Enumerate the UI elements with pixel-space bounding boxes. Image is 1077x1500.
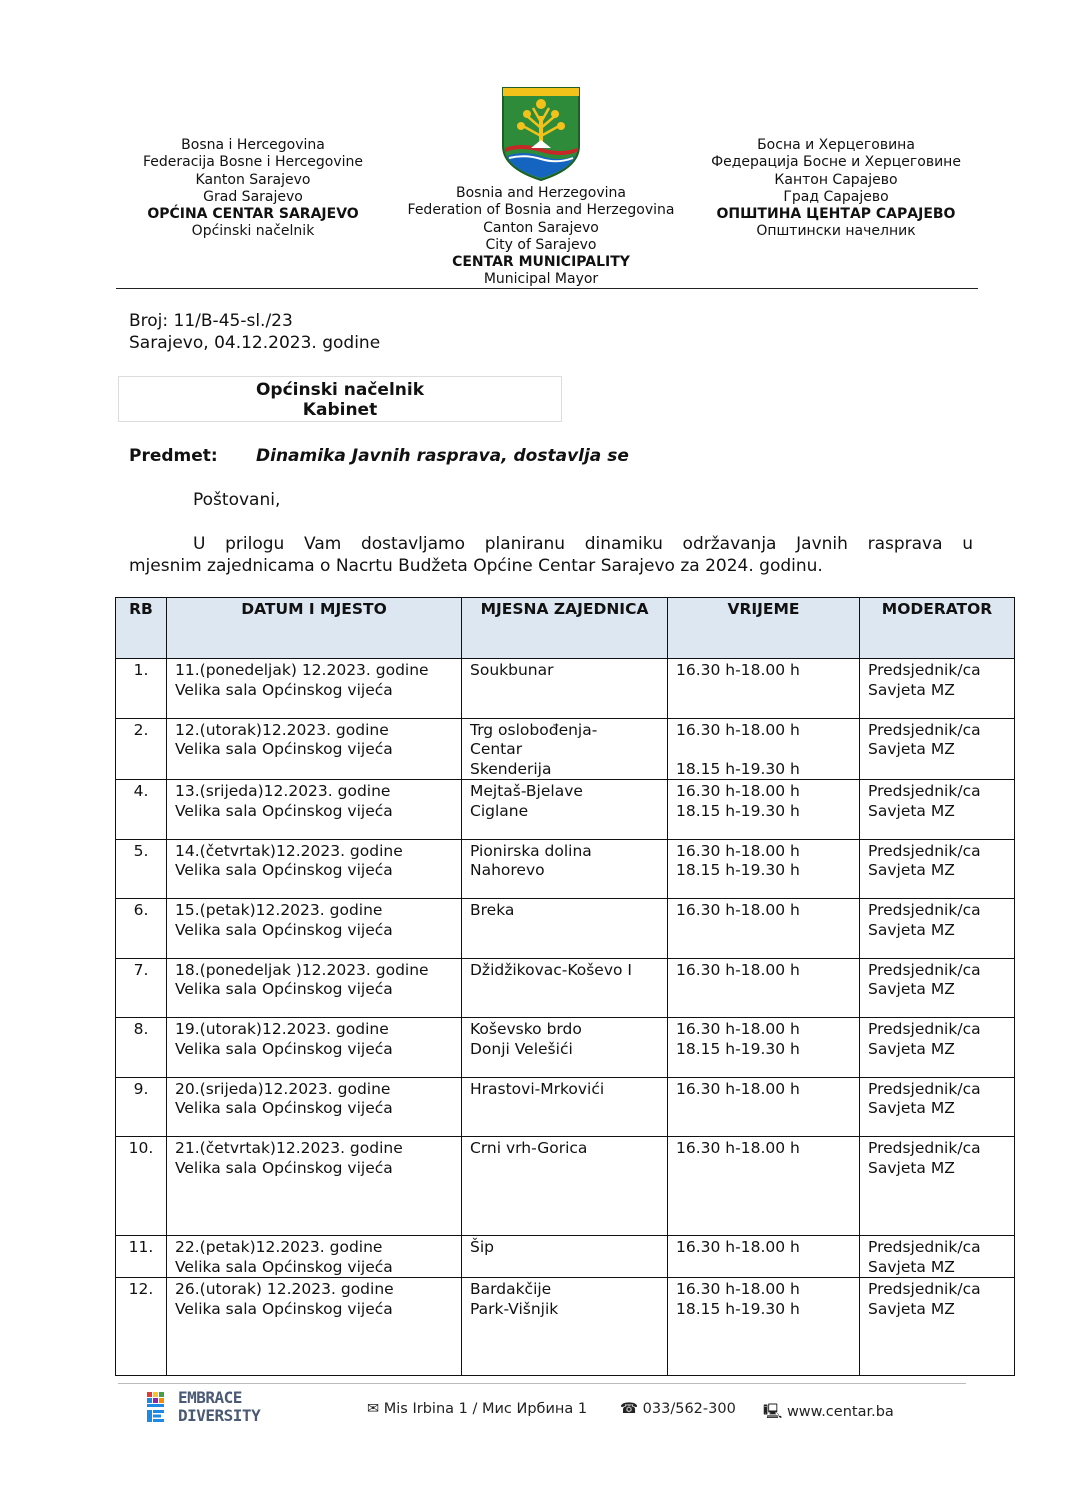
moderator-value: Predsjednik/ca: [868, 901, 981, 919]
time-value: 16.30 h-18.00 h: [676, 1020, 800, 1038]
time-value: 16.30 h-18.00 h: [676, 1238, 800, 1256]
table-row: [116, 1137, 1015, 1236]
subject-text: Dinamika Javnih rasprava, dostavlja se: [256, 446, 629, 466]
place-value: Velika sala Općinskog vijeća: [175, 801, 393, 820]
time-value: 16.30 h-18.00 h: [676, 1079, 800, 1098]
rb-value: 6.: [133, 901, 149, 919]
table-row: [116, 839, 1015, 899]
footer-phone-text: 033/562-300: [642, 1401, 736, 1417]
moderator-value: Predsjednik/ca: [868, 720, 981, 739]
header-line: Босна и Херцеговина: [757, 137, 915, 153]
moderator-value: Predsjednik/ca: [868, 1079, 981, 1098]
moderator-value: Savjeta MZ: [868, 1039, 955, 1058]
header-center-english: [398, 185, 684, 289]
header-left-bosnian: [118, 137, 388, 241]
date-value: 21.(četvrtak)12.2023. godine: [175, 1139, 403, 1157]
date-value: 14.(četvrtak)12.2023. godine: [175, 841, 403, 860]
cell-mz: [462, 780, 668, 840]
coat-of-arms-icon: [501, 86, 581, 182]
place-value: Velika sala Općinskog vijeća: [175, 680, 393, 699]
place-value: Velika sala Općinskog vijeća: [175, 1099, 393, 1117]
table-row: [116, 1018, 1015, 1078]
cell-mz: [462, 1236, 668, 1278]
time-value: 18.15 h-19.30 h: [676, 1039, 800, 1058]
cell-date-place: [167, 780, 462, 840]
document-number: Broj: 11/B-45-sl./23: [129, 311, 293, 331]
cell-time: [668, 780, 860, 840]
column-header: MJESNA ZAJEDNICA: [462, 598, 668, 659]
rb-value: 11.: [128, 1238, 154, 1256]
table-row: [116, 1278, 1015, 1376]
addressee-line: Općinski načelnik: [255, 380, 425, 400]
moderator-value: Predsjednik/ca: [868, 960, 981, 979]
cell-rb: [116, 899, 167, 959]
cell-moderator: [860, 1018, 1015, 1078]
rb-value: 2.: [133, 720, 149, 739]
cell-date-place: [167, 1236, 462, 1278]
cell-rb: [116, 659, 167, 719]
phone-icon: ☎: [620, 1401, 639, 1417]
cell-rb: [116, 1018, 167, 1078]
footer-divider: [118, 1383, 966, 1384]
header-municipality: ОПШТИНА ЦЕНТАР САРАЈЕВО: [716, 206, 956, 223]
date-value: 18.(ponedeljak )12.2023. godine: [175, 960, 429, 979]
date-value: 22.(petak)12.2023. godine: [175, 1238, 383, 1256]
header-line: Kanton Sarajevo: [195, 171, 311, 188]
moderator-value: Savjeta MZ: [868, 1257, 955, 1276]
mz-value: Trg oslobođenja-: [470, 720, 598, 739]
cell-time: [668, 839, 860, 899]
header-line: Bosna i Hercegovina: [181, 137, 325, 153]
header-right-cyrillic: [700, 137, 972, 241]
header-line: Федерација Босне и Херцеговине: [711, 154, 961, 171]
header-line: Federation of Bosnia and Herzegovina: [407, 202, 675, 219]
footer-address: [367, 1401, 587, 1417]
header-divider: [116, 288, 978, 289]
footer-phone: [620, 1401, 736, 1417]
cell-moderator: [860, 839, 1015, 899]
moderator-value: Savjeta MZ: [868, 980, 955, 998]
column-header: VRIJEME: [668, 598, 860, 659]
table-row: [116, 780, 1015, 840]
place-value: Velika sala Općinskog vijeća: [175, 1158, 393, 1177]
moderator-value: Predsjednik/ca: [868, 1238, 981, 1256]
cell-moderator: [860, 1077, 1015, 1137]
cell-rb: [116, 839, 167, 899]
mz-value: Skenderija: [470, 759, 552, 778]
mz-value: Breka: [470, 901, 515, 919]
computer-icon: 🖳: [763, 1404, 783, 1420]
cell-time: [668, 899, 860, 959]
table-row: [116, 958, 1015, 1018]
cell-rb: [116, 718, 167, 780]
cell-date-place: [167, 1278, 462, 1376]
mz-value: Šip: [470, 1238, 494, 1256]
intro-line: mjesnim zajednicama o Nacrtu Budžeta Općine Centar Sarajevo za 2024. godinu.: [129, 556, 823, 576]
mz-value: Pionirska dolina: [470, 841, 592, 860]
mz-value: Mejtaš-Bjelave: [470, 782, 583, 800]
table-body: [116, 659, 1015, 1376]
cell-time: [668, 958, 860, 1018]
column-header: RB: [116, 598, 167, 659]
cell-mz: [462, 958, 668, 1018]
moderator-value: Savjeta MZ: [868, 1099, 955, 1117]
date-value: 12.(utorak)12.2023. godine: [175, 720, 389, 739]
mz-value: Džidžikovac-Koševo I: [470, 960, 632, 979]
cell-rb: [116, 1278, 167, 1376]
cell-mz: [462, 899, 668, 959]
subject: [129, 446, 629, 466]
mz-value: Centar: [470, 740, 523, 758]
cell-date-place: [167, 899, 462, 959]
cell-mz: [462, 1077, 668, 1137]
schedule-table: [115, 597, 1015, 1376]
greeting: Poštovani,: [193, 490, 281, 510]
table-row: [116, 1236, 1015, 1278]
cell-time: [668, 1137, 860, 1236]
footer-web-text[interactable]: www.centar.ba: [786, 1404, 894, 1420]
place-value: Velika sala Općinskog vijeća: [175, 1257, 393, 1276]
moderator-value: Savjeta MZ: [868, 861, 955, 879]
cell-mz: [462, 1278, 668, 1376]
cell-moderator: [860, 1236, 1015, 1278]
cell-moderator: [860, 780, 1015, 840]
cell-rb: [116, 958, 167, 1018]
header-municipality: OPĆINA CENTAR SARAJEVO: [147, 206, 359, 223]
moderator-value: Predsjednik/ca: [868, 1280, 981, 1298]
table-header-row: [116, 598, 1015, 659]
place-value: Velika sala Općinskog vijeća: [175, 1299, 393, 1318]
mz-value: Soukbunar: [470, 661, 554, 679]
cell-time: [668, 1278, 860, 1376]
rb-value: 10.: [128, 1139, 154, 1157]
header-line: Canton Sarajevo: [483, 219, 599, 236]
header-line: Municipal Mayor: [483, 271, 599, 288]
moderator-value: Savjeta MZ: [868, 1299, 955, 1318]
header-line: Federacija Bosne i Hercegovine: [143, 154, 363, 171]
rb-value: 5.: [133, 841, 149, 860]
time-value: 16.30 h-18.00 h: [676, 1139, 800, 1157]
header-line: Općinski načelnik: [191, 223, 315, 240]
date-value: 11.(ponedeljak) 12.2023. godine: [175, 661, 429, 679]
cell-rb: [116, 1137, 167, 1236]
place-value: Velika sala Općinskog vijeća: [175, 920, 393, 939]
moderator-value: Savjeta MZ: [868, 740, 955, 758]
header-line: Grad Sarajevo: [203, 188, 303, 205]
rb-value: 1.: [133, 661, 149, 679]
cell-mz: [462, 1018, 668, 1078]
cell-date-place: [167, 659, 462, 719]
addressee-line: Kabinet: [302, 400, 378, 420]
mz-value: Bardakčije: [470, 1280, 552, 1298]
envelope-icon: ✉: [367, 1401, 380, 1417]
header-line: Кантон Сарајево: [774, 171, 898, 188]
cell-date-place: [167, 839, 462, 899]
moderator-value: Savjeta MZ: [868, 920, 955, 939]
footer-web[interactable]: [763, 1401, 894, 1426]
mz-value: Park-Višnjik: [470, 1299, 559, 1318]
cell-moderator: [860, 899, 1015, 959]
mz-value: Nahorevo: [470, 861, 545, 879]
place-value: Velika sala Općinskog vijeća: [175, 740, 393, 758]
time-value: 16.30 h-18.00 h: [676, 782, 800, 800]
time-value: 16.30 h-18.00 h: [676, 901, 800, 919]
mz-value: Donji Velešići: [470, 1039, 573, 1058]
intro-paragraph: [129, 533, 973, 577]
cell-rb: [116, 1077, 167, 1137]
table-row: [116, 1077, 1015, 1137]
cell-date-place: [167, 1137, 462, 1236]
moderator-value: Predsjednik/ca: [868, 782, 981, 800]
place-value: Velika sala Općinskog vijeća: [175, 1039, 393, 1058]
column-header: MODERATOR: [860, 598, 1015, 659]
time-value: 18.15 h-19.30 h: [676, 801, 800, 820]
time-value: 16.30 h-18.00 h: [676, 960, 800, 979]
cell-date-place: [167, 1018, 462, 1078]
document-place-date: Sarajevo, 04.12.2023. godine: [129, 333, 381, 353]
footer-address-text: Mis Irbina 1 / Мис Ирбина 1: [383, 1401, 588, 1417]
column-header: DATUM I MJESTO: [167, 598, 462, 659]
cell-date-place: [167, 958, 462, 1018]
time-value: 16.30 h-18.00 h: [676, 841, 800, 860]
logo-text: EMBRACE: [178, 1388, 242, 1407]
header-line: Град Сарајево: [783, 188, 889, 205]
rb-value: 4.: [133, 782, 149, 800]
rb-value: 7.: [133, 960, 149, 979]
cell-rb: [116, 780, 167, 840]
logo-text: DIVERSITY: [178, 1406, 261, 1425]
cell-moderator: [860, 718, 1015, 780]
cell-date-place: [167, 718, 462, 780]
table-row: [116, 659, 1015, 719]
cell-time: [668, 1018, 860, 1078]
cell-moderator: [860, 1278, 1015, 1376]
cell-time: [668, 1236, 860, 1278]
time-value: 18.15 h-19.30 h: [676, 861, 800, 879]
cell-rb: [116, 1236, 167, 1278]
place-value: Velika sala Općinskog vijeća: [175, 861, 393, 879]
cell-mz: [462, 659, 668, 719]
date-value: 15.(petak)12.2023. godine: [175, 901, 383, 919]
header-line: Општински начелник: [756, 223, 916, 240]
rb-value: 9.: [133, 1079, 149, 1098]
time-value: [676, 740, 851, 760]
table-row: [116, 899, 1015, 959]
rb-value: 12.: [128, 1280, 154, 1298]
cell-date-place: [167, 1077, 462, 1137]
mz-value: Koševsko brdo: [470, 1020, 582, 1038]
cell-moderator: [860, 1137, 1015, 1236]
time-value: 16.30 h-18.00 h: [676, 661, 800, 679]
moderator-value: Predsjednik/ca: [868, 841, 981, 860]
moderator-value: Savjeta MZ: [868, 680, 955, 699]
date-value: 26.(utorak) 12.2023. godine: [175, 1280, 394, 1298]
intro-line: U prilogu Vam dostavljamo planiranu dinamiku održavanja Javnih rasprava u: [193, 534, 973, 554]
time-value: 16.30 h-18.00 h: [676, 720, 800, 739]
mz-value: Crni vrh-Gorica: [470, 1139, 588, 1157]
cell-moderator: [860, 659, 1015, 719]
cell-time: [668, 718, 860, 780]
rb-value: 8.: [133, 1020, 149, 1038]
place-value: Velika sala Općinskog vijeća: [175, 980, 393, 998]
date-value: 13.(srijeda)12.2023. godine: [175, 782, 391, 800]
moderator-value: Savjeta MZ: [868, 1158, 955, 1177]
date-value: 19.(utorak)12.2023. godine: [175, 1020, 389, 1038]
time-value: 16.30 h-18.00 h: [676, 1280, 800, 1298]
mz-value: Hrastovi-Mrkovići: [470, 1079, 605, 1098]
cell-time: [668, 659, 860, 719]
cell-time: [668, 1077, 860, 1137]
header-municipality: CENTAR MUNICIPALITY: [452, 254, 630, 271]
time-value: 18.15 h-19.30 h: [676, 1299, 800, 1318]
cell-mz: [462, 718, 668, 780]
header-line: Bosnia and Herzegovina: [456, 185, 626, 201]
mz-value: Ciglane: [470, 801, 529, 820]
moderator-value: Savjeta MZ: [868, 801, 955, 820]
date-value: 20.(srijeda)12.2023. godine: [175, 1079, 391, 1098]
addressee-box: [118, 376, 562, 422]
time-value: 18.15 h-19.30 h: [676, 759, 800, 778]
moderator-value: Predsjednik/ca: [868, 1020, 981, 1038]
moderator-value: Predsjednik/ca: [868, 1139, 981, 1157]
table-row: [116, 718, 1015, 780]
cell-mz: [462, 839, 668, 899]
cell-mz: [462, 1137, 668, 1236]
subject-label: Predmet:: [129, 446, 218, 466]
moderator-value: Predsjednik/ca: [868, 661, 981, 679]
cell-moderator: [860, 958, 1015, 1018]
header-line: City of Sarajevo: [485, 236, 597, 253]
